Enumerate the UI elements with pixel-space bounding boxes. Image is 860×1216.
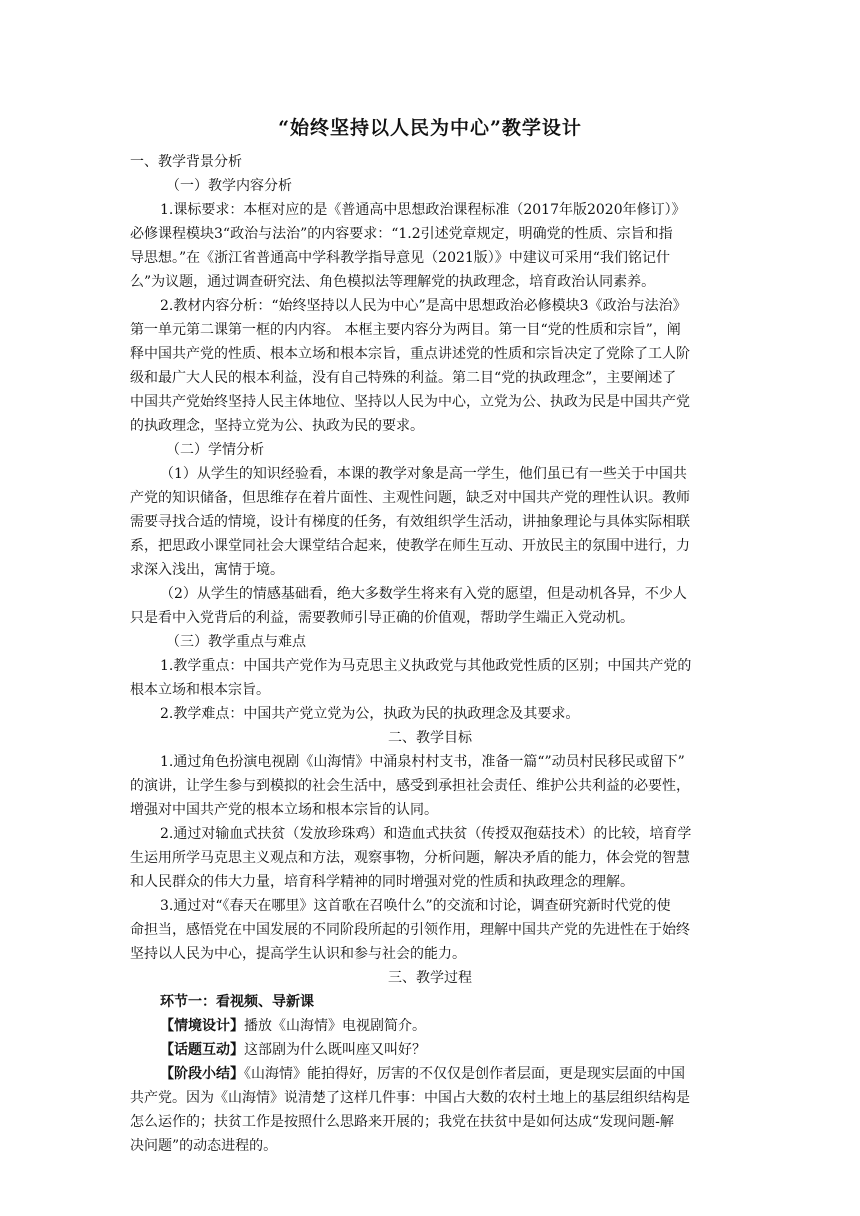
paragraph-line: 导思想。”在《浙江省普通高中学科教学指导意见（2021版）》中建议可采用“我们铭记什 — [130, 250, 670, 266]
paragraph-line: 级和最广大人民的根本利益，没有自己特殊的利益。第二目“党的执政理念”，主要阐述了 — [130, 370, 677, 386]
topic-interaction-line — [130, 1038, 760, 1062]
paragraph-line: 和人民群众的伟大力量，培育科学精神的同时增强对党的性质和执政理念的理解。 — [130, 874, 634, 890]
paragraph-line: 命担当，感悟党在中国发展的不同阶段所起的引领作用，理解中国共产党的先进性在于始终 — [130, 922, 690, 938]
paragraph-line: 必修课程模块3“政治与法治”的内容要求：“1.2引述党章规定，明确党的性质、宗旨和指 — [130, 226, 673, 242]
section-heading-objectives: 二、教学目标 — [388, 730, 472, 746]
topic-label: 【话题互动】 — [160, 1042, 244, 1058]
paragraph-line: 释中国共产党的性质、根本立场和根本宗旨，重点讲述党的性质和宗旨决定了党除了工人阶 — [130, 346, 690, 362]
paragraph-line: 决问题”的动态进程的。 — [130, 1138, 278, 1154]
paragraph-line: 么”为议题，通过调查研究法、角色模拟法等理解党的执政理念，培育政治认同素养。 — [130, 274, 656, 290]
paragraph-line: 1.通过角色扮演电视剧《山海情》中涌泉村村支书，准备一篇“”动员村民移民或留下” — [160, 754, 685, 770]
paragraph-line: 第一单元第二课第一框的内内容。 本框主要内容分为两目。第一目“党的性质和宗旨”，阐 — [130, 322, 681, 338]
section-heading-background: 一、教学背景分析 — [130, 154, 242, 170]
document-title: “始终坚持以人民为中心”教学设计 — [278, 117, 582, 139]
paragraph-line: 增强对中国共产党的根本立场和根本宗旨的认同。 — [130, 802, 438, 818]
summary-text: 《山海情》能拍得好，厉害的不仅仅是创作者层面，更是现实层面的中国 — [244, 1066, 685, 1082]
paragraph-line: 3.通过对“《春天在哪里》这首歌在召唤什么”的交流和讨论，调查研究新时代党的使 — [160, 898, 671, 914]
paragraph-line: 求深入浅出，寓情于境。 — [130, 562, 284, 578]
paragraph-line: 根本立场和根本宗旨。 — [130, 682, 270, 698]
subheading-student-analysis: （二）学情分析 — [166, 442, 264, 458]
paragraph-line: 产党的知识储备，但思维存在着片面性、主观性问题，缺乏对中国共产党的理性认识。教师 — [130, 490, 690, 506]
paragraph-line: 共产党。因为《山海情》说清楚了这样几件事：中国占大数的农村土地上的基层组织结构是 — [130, 1090, 690, 1106]
paragraph-line: 2.教学难点：中国共产党立党为公，执政为民的执政理念及其要求。 — [160, 706, 580, 722]
paragraph-line: 需要寻找合适的情境，设计有梯度的任务，有效组织学生活动，讲抽象理论与具体实际相联 — [130, 514, 690, 530]
scene-label: 【情境设计】 — [160, 1018, 244, 1034]
paragraph-line: 中国共产党始终坚持人民主体地位、坚持以人民为中心，立党为公、执政为民是中国共产党 — [130, 394, 690, 410]
paragraph-line: 生运用所学马克思主义观点和方法，观察事物，分析问题，解决矛盾的能力，体会党的智慧 — [130, 850, 690, 866]
topic-text: 这部剧为什么既叫座又叫好？ — [244, 1042, 426, 1058]
paragraph-line: 2.教材内容分析：“始终坚持以人民为中心”是高中思想政治必修模块3《政治与法治》 — [160, 298, 687, 314]
paragraph-line: 2.通过对输血式扶贫（发放珍珠鸡）和造血式扶贫（传授双孢菇技术）的比较，培育学 — [160, 826, 692, 842]
paragraph-line: 怎么运作的；扶贫工作是按照什么思路来开展的；我党在扶贫中是如何达成“发现问题-解 — [130, 1114, 674, 1130]
summary-line — [130, 1062, 760, 1086]
paragraph-line: 的演讲，让学生参与到模拟的社会生活中，感受到承担社会责任、维护公共利益的必要性， — [130, 778, 690, 794]
paragraph-line: 1.教学重点：中国共产党作为马克思主义执政党与其他政党性质的区别；中国共产党的 — [160, 658, 692, 674]
section-heading-process: 三、教学过程 — [388, 970, 472, 986]
subheading-content-analysis: （一）教学内容分析 — [166, 178, 292, 194]
stage-heading: 环节一：看视频、导新课 — [160, 994, 314, 1010]
paragraph-line: 只是看中入党背后的利益，需要教师引导正确的价值观，帮助学生端正入党动机。 — [130, 610, 634, 626]
paragraph-line: 的执政理念，坚持立党为公、执政为民的要求。 — [130, 418, 424, 434]
summary-label: 【阶段小结】 — [160, 1066, 244, 1082]
paragraph-line: 系，把思政小课堂同社会大课堂结合起来，使教学在师生互动、开放民主的氛围中进行，力 — [130, 538, 690, 554]
subheading-key-points: （三）教学重点与难点 — [166, 634, 306, 650]
paragraph-line: （1）从学生的知识经验看，本课的教学对象是高一学生，他们虽已有一些关于中国共 — [160, 466, 687, 482]
paragraph-line: （2）从学生的情感基础看，绝大多数学生将来有入党的愿望，但是动机各异，不少人 — [160, 586, 687, 602]
paragraph-line: 坚持以人民为中心，提高学生认识和参与社会的能力。 — [130, 946, 466, 962]
paragraph-line: 1.课标要求：本框对应的是《普通高中思想政治课程标准（2017年版2020年修订）》 — [160, 202, 686, 218]
scene-design-line — [130, 1014, 760, 1038]
scene-text: 播放《山海情》电视剧简介。 — [244, 1018, 426, 1034]
